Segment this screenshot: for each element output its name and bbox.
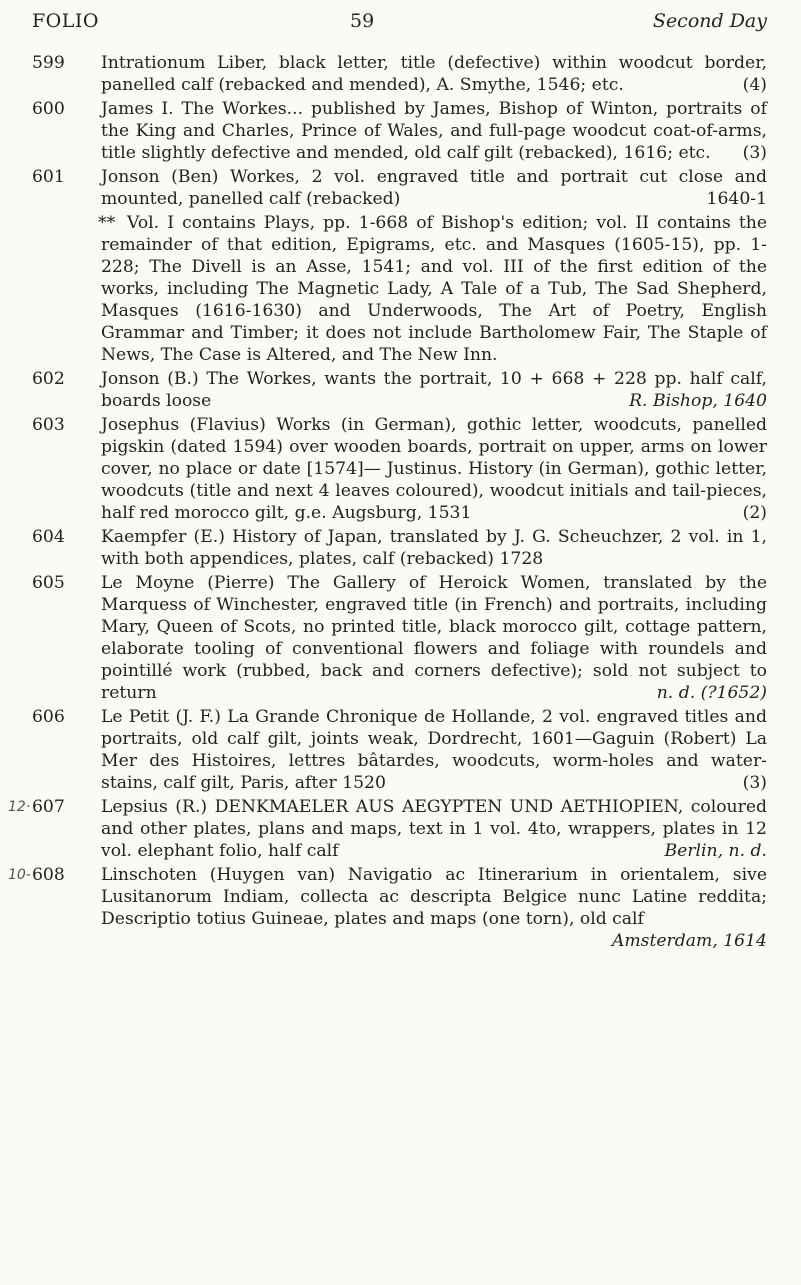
lot-number: 607 [32,797,65,817]
lot-ref: (4) [742,75,767,95]
lot-entry [0,526,801,570]
lot-number: 602 [32,369,65,389]
lot-entry [0,572,801,704]
note-asterisks: ** [98,213,116,233]
lot-entry [0,368,801,412]
lot-entry [0,166,801,210]
running-header [32,10,767,38]
lot-ref: (3) [742,143,767,163]
pencil-annotation: 12· [8,799,31,815]
lot-description: Linschoten (Huygen van) Navigatio ac Itinerarium in orientalem, sive Lusitanorum Indiam, collecta ac descripta Belgice nunc Latine reddita; Descriptio totius Guineae, plates and maps (one torn), old calf [101,865,767,929]
lot-number: 601 [32,167,65,187]
lot-ref: n. d. (?1652) [656,683,767,703]
lot-entry [0,52,801,96]
lot-number: 603 [32,415,65,435]
lot-description: Kaempfer (E.) History of Japan, translated by J. G. Scheuchzer, 2 vol. in 1, with both appendices, plates, calf (rebacked) 1728 [101,527,767,569]
lot-list [0,52,801,952]
lot-ref: (2) [742,503,767,523]
sale-day: Second Day [652,10,767,32]
lot-number: 606 [32,707,65,727]
page-number: 59 [350,10,375,32]
note-text: Vol. I contains Plays, pp. 1-668 of Bishop's edition; vol. II contains the remainder of that edition, Epigrams, etc. and Masques (1605-15), pp. 1-228; The Divell is an Asse, 1541; and vol. III of the first edition of the works, including The Magnetic Lady, A Tale of a Tub, The Sad Shepherd, Masques (1616-1630) and Underwoods, The Art of Poetry, English Grammar and Timber; it does not include Bartholomew Fair, The Staple of News, The Case is Altered, and The New Inn. [101,213,767,365]
lot-entry [0,864,801,951]
lot-ref: Berlin, n. d. [664,841,767,861]
lot-description: Lepsius (R.) DENKMAELER AUS AEGYPTEN UND AETHIOPIEN, coloured and other plates, plans and maps, text in 1 vol. 4to, wrappers, plates in 12 vol. elephant folio, half calf [101,797,767,861]
lot-description: Josephus (Flavius) Works (in German), gothic letter, woodcuts, panelled pigskin (dated 1594) over wooden boards, portrait on upper, arms on lower cover, no place or date [1574]— Justinus. History (in German), gothic letter, woodcuts (title and next 4 leaves coloured), woodcut initials and tail-pieces, half red morocco gilt, g.e. Augsburg, 1531 [101,415,767,523]
lot-description: James I. The Workes... published by James, Bishop of Winton, portraits of the King and Charles, Prince of Wales, and full-page woodcut coat-of-arms, title slightly defective and mended, old calf gilt (rebacked), 1616; etc. [101,99,767,163]
lot-entry [0,98,801,164]
lot-entry [0,796,801,862]
lot-entry [0,414,801,524]
lot-number: 608 [32,865,65,885]
lot-number: 604 [32,527,65,547]
lot-ref: Amsterdam, 1614 [611,931,767,951]
lot-description: Jonson (B.) The Workes, wants the portrait, 10 + 668 + 228 pp. half calf, boards loose [101,369,767,411]
lot-description: Le Petit (J. F.) La Grande Chronique de Hollande, 2 vol. engraved titles and portraits, old calf gilt, joints weak, Dordrecht, 1601—Gaguin (Robert) La Mer des Histoires, lettres bâtardes, woodcuts, worm-holes and water-stains, calf gilt, Paris, after 1520 [101,707,767,793]
folio-label: FOLIO [32,10,99,32]
lot-ref: R. Bishop, 1640 [629,391,767,411]
lot-number: 600 [32,99,65,119]
lot-description: Jonson (Ben) Workes, 2 vol. engraved title and portrait cut close and mounted, panelled calf (rebacked) [101,167,767,209]
lot-entry [0,706,801,794]
lot-ref: 1640-1 [706,189,767,209]
lot-note [0,212,801,366]
lot-description: Le Moyne (Pierre) The Gallery of Heroick Women, translated by the Marquess of Winchester, engraved title (in French) and portraits, including Mary, Queen of Scots, no printed title, black morocco gilt, cottage pattern, elaborate tooling of conventional flowers and foliage with roundels and pointillé work (rubbed, back and corners defective); sold not subject to return [101,573,767,703]
lot-number: 599 [32,53,65,73]
lot-ref: (3) [742,773,767,793]
lot-description: Intrationum Liber, black letter, title (defective) within woodcut border, panelled calf (rebacked and mended), A. Smythe, 1546; etc. [101,53,767,95]
pencil-annotation: 10- [8,867,31,883]
lot-number: 605 [32,573,65,593]
